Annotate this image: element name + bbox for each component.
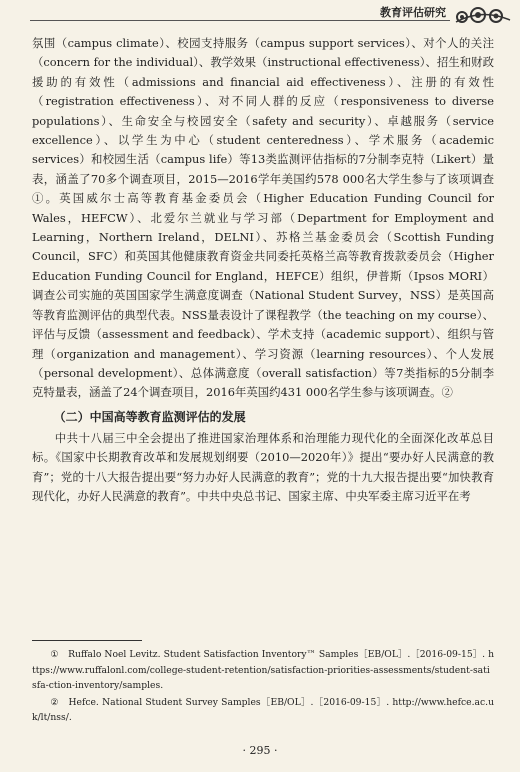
decorative-logo-icon xyxy=(454,4,512,24)
paragraph-1: 氛围（campus climate）、校园支持服务（campus support services）、对个人的关注（concern for the individual）、教学效果（instructional effectiveness）、招生和财政援助的有效性（admissions and financial aid effectiveness）、注册的有效性（registration effectiveness）、对不同人群的反应（responsiveness to diverse populations）、生命安全与校园安全（safety and security）、卓越服务（service excellence）、以学生为中心（student centeredness）、学术服务（academic services）和校园生活（campus life）等13类监测评估指标的7分制李克特（Likert）量表，涵盖了70多个调查项目，2015—2016学年美国约578 000名大学生参与了该项调查①。英国威尔士高等教育基金委员会（Higher Education Funding Council for Wales，HEFCW）、北爱尔兰就业与学习部（Department for Employment and Learning，Northern Ireland，DELNI）、苏格兰基金委员会（Scottish Funding Council，SFC）和英国其他健康教育资金共同委托英格兰高等教育拨款委员会（Higher Education Funding Council for England，HEFCE）组织，伊普斯（Ipsos MORI）调查公司实施的英国国家学生满意度调查（National Student Survey，NSS）是英国高等教育监测评估的典型代表。NSS量表设计了课程教学（the teaching on my course）、评估与反馈（assessment and feedback）、学术支持（academic support）、组织与管理（organization and management）、学习资源（learning resources）、个人发展（personal development）、总体满意度（overall satisfaction）等7类指标的5分制李克特量表，涵盖了24个调查项目，2016年英国约431 000名学生参与该项调查。② xyxy=(32,36,494,400)
header-rule xyxy=(30,20,450,21)
page-header xyxy=(0,0,520,26)
running-header-title: 教育评估研究 xyxy=(380,6,446,19)
page-number: · 295 · xyxy=(242,744,278,757)
footnote-1: ① Ruffalo Noel Levitz. Student Satisfaction Inventory™ Samples［EB/OL］.［2016-09-15］. https://www.ruffalonl.com/college-student-retention/satisfaction-priorities-assessments/student-satisfa-ction-inventory/samples. xyxy=(32,649,494,691)
section-heading: （二）中国高等教育监测评估的发展 xyxy=(53,409,246,424)
body-text xyxy=(32,34,494,506)
footnote-rule xyxy=(32,640,142,641)
paragraph-2: 中共十八届三中全会提出了推进国家治理体系和治理能力现代化的全面深化改革总目标。《国家中长期教育改革和发展规划纲要（2010—2020年）》提出“要办好人民满意的教育”；党的十八大报告提出要“努力办好人民满意的教育”；党的十九大报告提出要“加快教育现代化，办好人民满意的教育”。中共中央总书记、国家主席、中央军委主席习近平在考 xyxy=(32,430,494,503)
footnote-2: ② Hefce. National Student Survey Samples［EB/OL］.［2016-09-15］. http://www.hefce.ac.uk/lt/nss/. xyxy=(32,696,494,723)
footnotes xyxy=(32,640,494,727)
